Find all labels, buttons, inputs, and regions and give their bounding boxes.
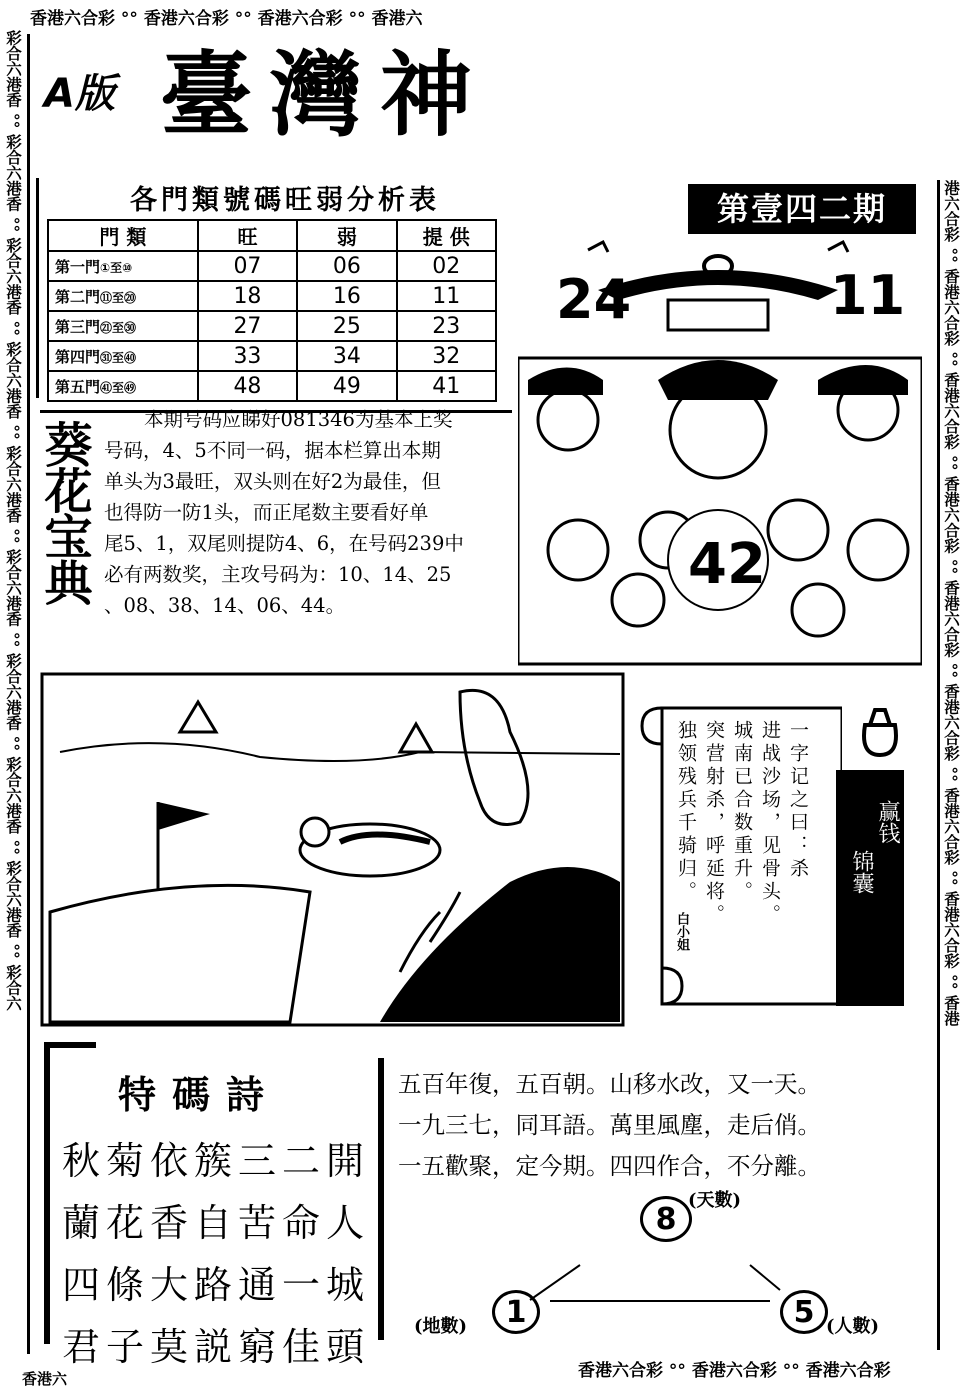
scroll-line: 一字记之曰：杀: [787, 720, 809, 881]
earth-label: (地數): [414, 1316, 468, 1337]
poem-title: 特碼詩: [118, 1072, 281, 1117]
figure-head-icon: [848, 520, 908, 580]
poem-line: 蘭花香自苦命人: [62, 1201, 371, 1245]
scroll-text: [672, 720, 812, 950]
door-name: 第五門: [55, 377, 101, 396]
header-offer: 提 供: [397, 220, 496, 251]
deity-number-center: 42: [688, 532, 766, 597]
header-weak: 弱: [297, 220, 396, 251]
baodian-line: 本期号码应睇好081346为基本上奖: [144, 408, 453, 431]
human-number: 5: [780, 1290, 828, 1334]
border-left-text: 彩合六港香 °° 彩合六港香 °° 彩合六港香 °° 彩合六港香 °° 彩合六港香 °° 彩合六港香 °° 彩合六港香 °° 彩合六港香 °° 彩合六港香 °° 彩合六: [4, 30, 22, 1011]
border-top-text: 香港六合彩 °° 香港六合彩 °° 香港六合彩 °° 香港六: [30, 9, 423, 29]
strong-cell: 27: [198, 311, 297, 341]
offer-cell: 11: [397, 281, 496, 311]
analysis-panel: [36, 178, 511, 398]
table-title: 各門類號碼旺弱分析表: [130, 185, 440, 216]
table-row: [48, 281, 496, 311]
baodian-line: 尾5、1，双尾则提防4、6，在号码239中: [104, 532, 464, 555]
offer-cell: 23: [397, 311, 496, 341]
border-bottom-left-text: 香港六: [22, 1370, 68, 1388]
deity-number-right: 11: [830, 264, 906, 327]
door-range: ①至⑩: [100, 260, 133, 275]
table-row: [48, 371, 496, 401]
weak-cell: 16: [297, 281, 396, 311]
baodian-line: 、08、38、14、06、44。: [104, 594, 346, 617]
poem-line: 秋菊依簇三二開: [62, 1139, 371, 1183]
figure-head-icon: [612, 574, 664, 626]
poem-left-bar: [44, 1042, 50, 1344]
door-range: ⑪至⑳: [100, 290, 137, 305]
earth-number: 1: [492, 1290, 540, 1334]
baodian-line: 也得防一防1头，而正尾数主要看好单: [104, 501, 429, 524]
door-range: ㉑至㉚: [100, 320, 137, 335]
scroll-line: 城南已合数重升。: [731, 720, 753, 904]
poem-line: 四條大路通一城: [62, 1263, 371, 1307]
baodian-line: 单头为3最旺，双头则在好2为最佳，但: [104, 470, 441, 493]
strong-cell: 07: [198, 251, 297, 281]
verse-line: 五百年復，五百朝。山移水改，又一天。: [398, 1070, 821, 1098]
heaven-label: (天數): [688, 1190, 742, 1211]
scroll-line: 进战沙场，见骨头。: [759, 720, 781, 927]
door-range: ㊶至㊾: [100, 380, 137, 395]
offer-cell: 41: [397, 371, 496, 401]
door-name: 第四門: [55, 347, 101, 366]
weak-cell: 06: [297, 251, 396, 281]
verse-left-bar: [378, 1058, 384, 1340]
shoreline: [60, 743, 620, 761]
verse-line: 一五歡聚，定今期。四四作合，不分離。: [398, 1152, 821, 1180]
table-row: [48, 251, 496, 281]
deity-hat: [658, 360, 778, 400]
verse-line: 一九三七，同耳語。萬里風塵，走后俏。: [398, 1111, 821, 1139]
table-row: [48, 311, 496, 341]
border-right-text: 港六合彩 °° 香港六合彩 °° 香港六合彩 °° 香港六合彩 °° 香港六合彩 °° 香港六合彩 °° 香港六合彩 °° 香港六合彩 °° 香港: [942, 180, 960, 1026]
border-bottom-right-text: 香港六合彩 °° 香港六合彩 °° 香港六合彩: [578, 1361, 891, 1381]
tree-icon: [180, 702, 432, 752]
frame-left-rule: [27, 34, 30, 1354]
strong-cell: 33: [198, 341, 297, 371]
figure-head-icon: [548, 520, 608, 580]
green-icon: [50, 885, 310, 1022]
figure-head-icon: [768, 500, 828, 560]
baodian-title: 葵花宝典: [36, 420, 92, 604]
figure-head-icon: [538, 390, 598, 450]
baodian-line: 必有两数奖，主攻号码为：10、14、25: [104, 563, 452, 586]
door-range: ㉛至㊵: [100, 350, 137, 365]
tag-bottom: 锦囊: [849, 850, 874, 894]
door-cell: [48, 251, 198, 281]
header-strong: 旺: [198, 220, 297, 251]
baodian-line: 号码，4、5不同一码，据本栏算出本期: [104, 439, 441, 462]
poem-body: [62, 1130, 370, 1378]
strong-cell: 18: [198, 281, 297, 311]
duck-head-icon: [301, 818, 329, 846]
page-title: 臺灣神: [160, 42, 491, 149]
edition-label: A版: [44, 71, 115, 117]
tag-top: 赢钱: [875, 800, 900, 844]
flag-icon: [158, 802, 210, 830]
scroll-line: 独领残兵千骑归。: [675, 720, 697, 904]
poem-line: 君子莫説窮佳頭: [62, 1325, 371, 1369]
weak-cell: 25: [297, 311, 396, 341]
scroll-curl-top: [642, 708, 662, 744]
door-name: 第一門: [55, 257, 101, 276]
scroll-author: 白小姐: [674, 912, 689, 951]
scroll-line: 突营射杀，呼延将。: [703, 720, 725, 927]
baodian-body: [104, 404, 504, 621]
poem-top-bar: [44, 1042, 96, 1048]
door-cell: [48, 311, 198, 341]
table-header-row: [48, 220, 496, 251]
figure-head-icon: [792, 584, 844, 636]
human-label: (人數): [826, 1316, 880, 1337]
rock-icon: [460, 690, 528, 824]
door-name: 第三門: [55, 317, 101, 336]
bird-icon: [588, 242, 848, 252]
header-category: 門 類: [48, 220, 198, 251]
weak-cell: 34: [297, 341, 396, 371]
deity-number-left: 24: [556, 268, 632, 331]
table-row: [48, 341, 496, 371]
heaven-number: 8: [640, 1196, 692, 1242]
frame-right-rule: [937, 180, 940, 1350]
triangle-lines: [520, 1255, 810, 1315]
weak-cell: 49: [297, 371, 396, 401]
landscape-illustration: [40, 672, 625, 1027]
offer-cell: 02: [397, 251, 496, 281]
door-cell: [48, 341, 198, 371]
money-bag-icon: [850, 700, 910, 760]
issue-label: 第壹四二期: [716, 190, 887, 228]
door-cell: [48, 371, 198, 401]
temple-gate: [668, 300, 768, 330]
strong-cell: 48: [198, 371, 297, 401]
analysis-table: [47, 219, 497, 402]
door-cell: [48, 281, 198, 311]
offer-cell: 32: [397, 341, 496, 371]
issue-banner: [688, 184, 916, 234]
verse-body: [398, 1064, 821, 1187]
door-name: 第二門: [55, 287, 101, 306]
